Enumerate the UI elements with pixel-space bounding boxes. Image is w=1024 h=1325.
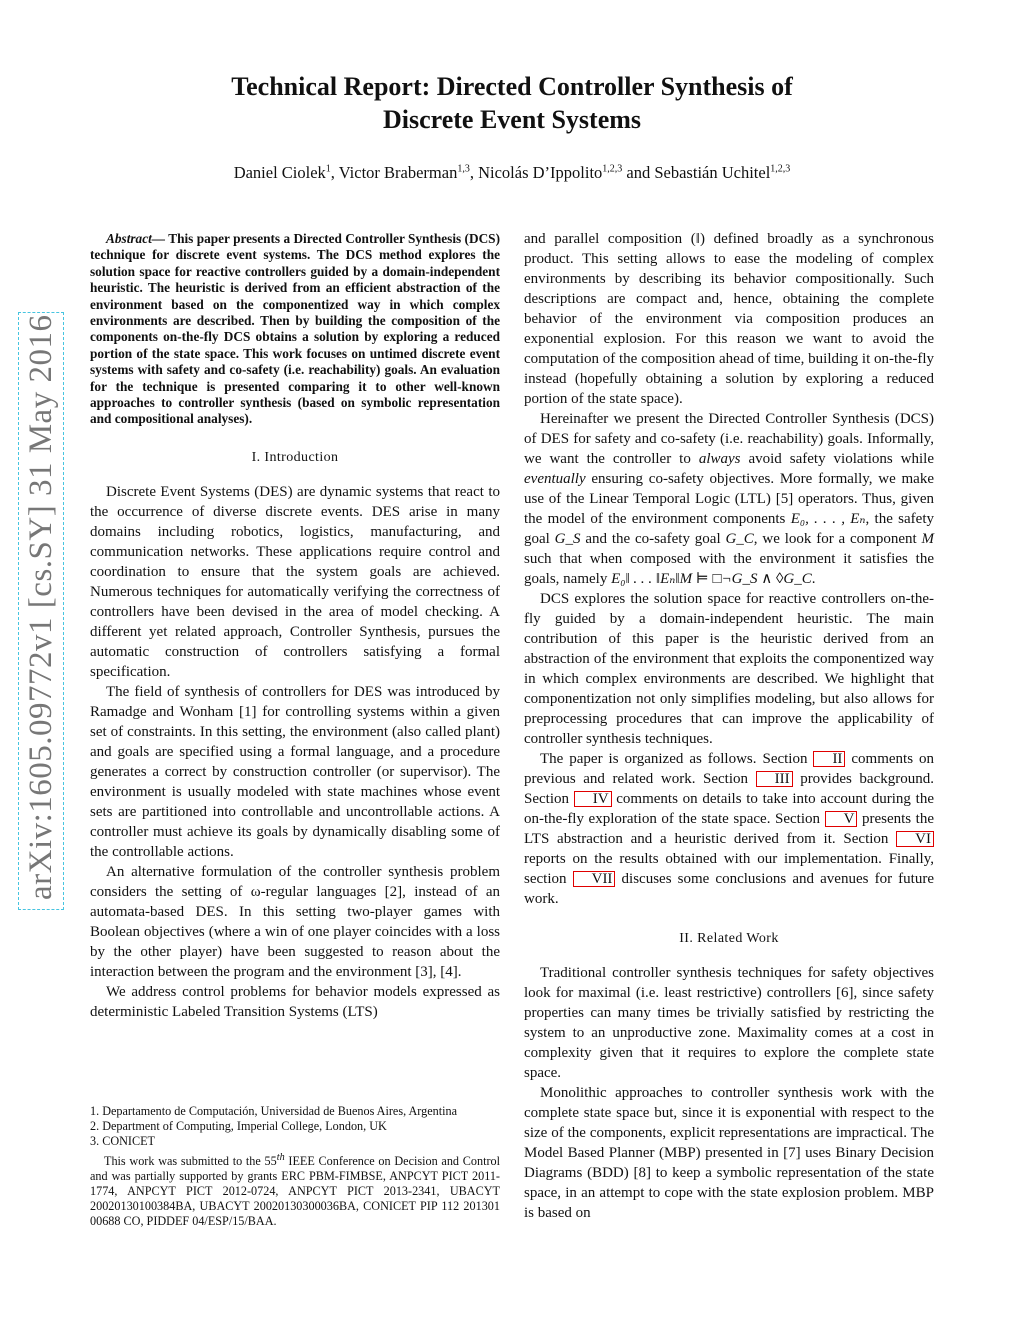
abstract bbox=[90, 231, 500, 428]
footnote: 1. Departamento de Computación, Universidad de Buenos Aires, Argentina bbox=[90, 1104, 458, 1118]
text-run: such that when composed with the environment it satisfies the goals, namely bbox=[524, 551, 934, 587]
footnotes bbox=[90, 1104, 500, 1230]
emphasis: eventually bbox=[524, 471, 586, 487]
text-run: comments on previous and related work. Section bbox=[524, 751, 935, 787]
text-run: presents the LTS abstraction and a heuristic derived from it. Section bbox=[524, 811, 934, 847]
section-heading-introduction: I. Introduction bbox=[251, 449, 339, 465]
section-link[interactable]: II bbox=[813, 751, 845, 767]
footnote-text: This work was submitted to the 55 bbox=[104, 1153, 277, 1168]
paragraph: DCS explores the solution space for reactive controllers on-the-fly guided by a domain-independent heuristic. The main contribution of this paper is the heuristic derived from an abstraction of the environment that exploits the componentized way in which complex environments are described. We highlight that componentization not only simplifies modeling, but also allows for preprocessing procedures that can improve the applicability of controller synthesis techniques. bbox=[524, 591, 934, 747]
text-run: discuses some conclusions and avenues for future work. bbox=[524, 871, 934, 907]
footnote-sup: th bbox=[276, 1151, 285, 1163]
author-affiliation: 1,2,3 bbox=[602, 163, 623, 175]
math-expression: E₀‖ . . . ‖Eₙ‖M ⊨ □¬G_S ∧ ◊G_C bbox=[611, 571, 812, 587]
text-run: . bbox=[811, 571, 816, 587]
abstract-text: This paper presents a Directed Controller Synthesis (DCS) technique for discrete event systems. The DCS method explores the solution space for reactive controllers guided by a domain-independent heuristic. The heuristic is derived from an efficient abstraction of the environment based on the componentized way in which complex environments are described. Then by building the composition of the components on-the-fly DCS obtains a solution by exploring a reduced portion of the state space. This work focuses on untimed discrete event systems with safety and co-safety (i.e. reachability) goals. An evaluation for the technique is presented comparing it to other well-known approaches to controller synthesis (based on symbolic representation and compositional analyses). bbox=[90, 231, 500, 427]
text-run: and the co-safety goal bbox=[580, 531, 726, 547]
author-separator: , bbox=[330, 163, 339, 182]
paper-title bbox=[150, 70, 874, 136]
text-run: , we look for a component bbox=[753, 531, 922, 547]
author-affiliation: 1,2,3 bbox=[770, 163, 791, 175]
section-heading-related-work: II. Related Work bbox=[679, 931, 779, 946]
author-affiliation: 1 bbox=[325, 163, 331, 175]
left-column bbox=[90, 231, 500, 1022]
title-line-1: Technical Report: Directed Controller Synthesis of bbox=[231, 72, 793, 101]
section-link[interactable]: VI bbox=[896, 831, 934, 847]
author-list bbox=[120, 163, 904, 183]
paragraph: The field of synthesis of controllers for DES was introduced by Ramadge and Wonham [1] for controlling systems within a given set of constraints. In this setting, the environment (also called plant) and goals are specified using a formal language, and a procedure generates a correct by construction controller (or supervisor). The environment is usually modeled with state machines whose event sets are partitioned into controllable and uncontrollable actions. A controller must achieve its goals by dynamically disabling some of the controllable actions. bbox=[90, 683, 500, 860]
paragraph: An alternative formulation of the controller synthesis problem considers the setting of ω-regular languages [2], instead of an automata-based DES. In this setting two-player games with Boolean objectives (where a win of one player coincides with a loss by the other player) have been suggested to reason about the interaction between the program and the environment [3], [4]. bbox=[90, 863, 500, 980]
footnote-text: IEEE Conference on Decision and Control and was partially supported by grants ERC PBM-FIMBSE, ANPCYT PICT 2011-1774, ANPCYT PICT 2012-0724, ANPCYT PICT 2013-2341, UBACYT 20020130100384BA, UBACYT 20020130300036BA, CONICET PIP 112 201301 00688 CO, PIDDEF 04/ESP/15/BAA. bbox=[90, 1153, 501, 1229]
paragraph: Discrete Event Systems (DES) are dynamic systems that react to the occurrence of diverse discrete events. DES arise in many domains including robotics, logistics, manufacturing, and communication networks. These applications require control and coordination to ensure that the system goals are achieved. Numerous techniques for automatically verifying the correctness of controllers have been devised in the area of model checking. A different yet related approach, Controller Synthesis, pursues the automatic construction of controllers satisfying a formal specification. bbox=[90, 483, 500, 680]
math-expression: G_S bbox=[554, 531, 581, 547]
text-run: The paper is organized as follows. Section bbox=[540, 751, 814, 767]
author-name: Nicolás D’Ippolito bbox=[478, 163, 603, 182]
right-column bbox=[524, 229, 934, 1223]
paragraph bbox=[524, 749, 934, 909]
author-separator: and bbox=[622, 163, 655, 182]
footnote: 2. Department of Computing, Imperial College, London, UK bbox=[90, 1119, 387, 1134]
footnote: 3. CONICET bbox=[90, 1134, 155, 1149]
title-line-2: Discrete Event Systems bbox=[382, 105, 642, 134]
author-affiliation: 1,3 bbox=[457, 163, 470, 175]
paragraph: and parallel composition (‖) defined broadly as a synchronous product. This setting allows to ease the modeling of complex environments by describing its behavior compositionally. Such descriptions are compact and, hence, obtaining the complete behavior of the environment via composition produces an exponential explosion. For this reason we want to avoid the computation of the composition ahead of time, building it on-the-fly instead (hopefully obtaining a solution by exploring a reduced portion of the state space). bbox=[524, 231, 934, 407]
math-expression: M bbox=[921, 531, 934, 547]
section-link[interactable]: III bbox=[756, 771, 793, 787]
emphasis: always bbox=[698, 451, 741, 467]
math-expression: E₀, . . . , Eₙ bbox=[790, 511, 866, 527]
section-link[interactable]: IV bbox=[574, 791, 612, 807]
author-separator: , bbox=[469, 163, 479, 182]
footnote-submission bbox=[90, 1150, 500, 1230]
section-link[interactable]: V bbox=[825, 811, 858, 827]
author-name: Sebastián Uchitel bbox=[654, 163, 771, 182]
text-run: Hereinafter we present the Directed Controller Synthesis (DCS) of DES for safety and co-safety (i.e. reachability) goals. Informally, we want the controller to bbox=[524, 411, 934, 467]
text-run: provides background. Section bbox=[524, 771, 934, 807]
text-run: ensuring co-safety objectives. More formally, we make use of the Linear Temporal Logic (LTL) [5] operators. Thus, given the model of the environment components bbox=[524, 471, 934, 527]
section-link[interactable]: VII bbox=[573, 871, 616, 887]
arxiv-stamp: arXiv:1605.09772v1 [cs.SY] 31 May 2016 bbox=[23, 314, 59, 900]
author-name: Victor Braberman bbox=[338, 163, 458, 182]
paragraph: Monolithic approaches to controller synthesis work with the complete state space but, since it is exponential with respect to the size of the components, explicit representations are impractical. The Model Based Planner (MBP) presented in [7] uses Binary Decision Diagrams (BDD) [8] to keep a symbolic representation of the state space, in an attempt to cope with the state explosion problem. MBP is based on bbox=[524, 1085, 934, 1221]
abstract-label: Abstract— bbox=[106, 231, 166, 246]
text-run: reports on the results obtained with our implementation. Finally, section bbox=[524, 851, 934, 887]
paragraph bbox=[524, 409, 934, 589]
paragraph: We address control problems for behavior models expressed as deterministic Labeled Transition Systems (LTS) bbox=[90, 983, 500, 1020]
text-run: comments on details to take into account during the on-the-fly exploration of the state space. Section bbox=[524, 791, 934, 827]
text-run: , the safety goal bbox=[524, 511, 934, 547]
math-expression: G_C bbox=[725, 531, 754, 547]
text-run: avoid safety violations while bbox=[740, 451, 934, 467]
paragraph: Traditional controller synthesis techniques for safety objectives look for maximal (i.e. least restrictive) controllers [6], since safety properties can many times be trivially satisfied by restricting the system to an unproductive zone. Maximality comes at a cost in complexity given that it requires to explore the complete state space. bbox=[524, 965, 934, 1081]
author-name: Daniel Ciolek bbox=[233, 163, 326, 182]
